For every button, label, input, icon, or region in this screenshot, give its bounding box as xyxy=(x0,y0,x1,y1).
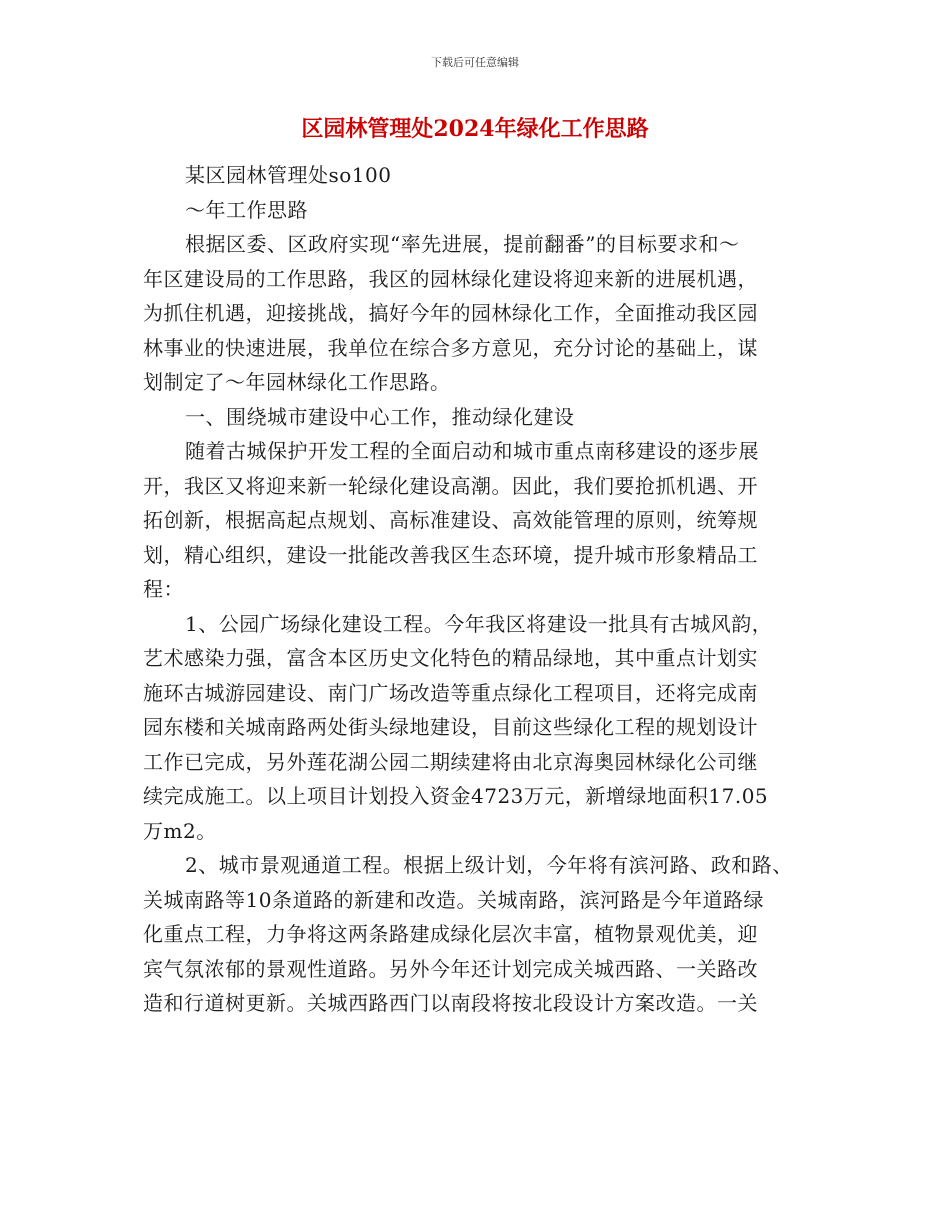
paragraph-line: 艺术感染力强，富含本区历史文化特色的精品绿地，其中重点计划实 xyxy=(143,646,758,670)
document-body xyxy=(143,158,823,1021)
paragraph-line: 开，我区又将迎来新一轮绿化建设高潮。因此，我们要抢抓机遇、开 xyxy=(143,473,758,498)
paragraph-line: 随着古城保护开发工程的全面启动和城市重点南移建设的逐步展 xyxy=(185,439,759,463)
paragraph-line: 化重点工程，力争将这两条路建成绿化层次丰富，植物景观优美，迎 xyxy=(143,922,758,946)
paragraph-line: 续完成施工。以上项目计划投入资金4723万元，新增绿地面积17.05 xyxy=(143,784,769,808)
paragraph-line: 关城南路等10条道路的新建和改造。关城南路，滨河路是今年道路绿 xyxy=(143,887,764,912)
paragraph-line: 为抓住机遇，迎接挑战，搞好今年的园林绿化工作，全面推动我区园 xyxy=(143,301,758,325)
paragraph-line: 施环古城游园建设、南门广场改造等重点绿化工程项目，还将完成南 xyxy=(143,680,758,705)
paragraph-line: 程： xyxy=(143,577,184,601)
paragraph-line: 万m2。 xyxy=(143,818,217,843)
paragraph-line: 根据区委、区政府实现“率先进展，提前翻番”的目标要求和～ xyxy=(185,232,740,256)
paragraph-line: 林事业的快速进展，我单位在综合多方意见，充分讨论的基础上，谋 xyxy=(143,335,758,360)
paragraph-line: 宾气氛浓郁的景观性道路。另外今年还计划完成关城西路、一关路改 xyxy=(143,956,758,981)
paragraph-line: 工作已完成，另外莲花湖公园二期续建将由北京海奥园林绿化公司继 xyxy=(143,749,758,774)
document-title: 区园林管理处2024年绿化工作思路 xyxy=(301,116,649,142)
paragraph-line: 2、城市景观通道工程。根据上级计划，今年将有滨河路、政和路、 xyxy=(185,853,793,877)
paragraph-line: 造和行道树更新。关城西路西门以南段将按北段设计方案改造。一关 xyxy=(143,991,758,1015)
section-heading: 一、围绕城市建设中心工作，推动绿化建设 xyxy=(185,404,575,429)
paragraph-line: ～年工作思路 xyxy=(185,197,308,222)
paragraph-line: 1、公园广场绿化建设工程。今年我区将建设一批具有古城风韵， xyxy=(185,611,773,636)
header-note: 下载后可任意编辑 xyxy=(431,56,519,69)
paragraph-line: 划，精心组织，建设一批能改善我区生态环境，提升城市形象精品工 xyxy=(143,542,758,567)
paragraph-line: 某区园林管理处so100 xyxy=(185,163,392,187)
paragraph-line: 年区建设局的工作思路，我区的园林绿化建设将迎来新的进展机遇， xyxy=(143,266,758,291)
paragraph-line: 拓创新，根据高起点规划、高标准建设、高效能管理的原则，统筹规 xyxy=(143,508,758,532)
paragraph-line: 划制定了～年园林绿化工作思路。 xyxy=(143,370,451,394)
paragraph-line: 园东楼和关城南路两处街头绿地建设，目前这些绿化工程的规划设计 xyxy=(143,715,758,739)
